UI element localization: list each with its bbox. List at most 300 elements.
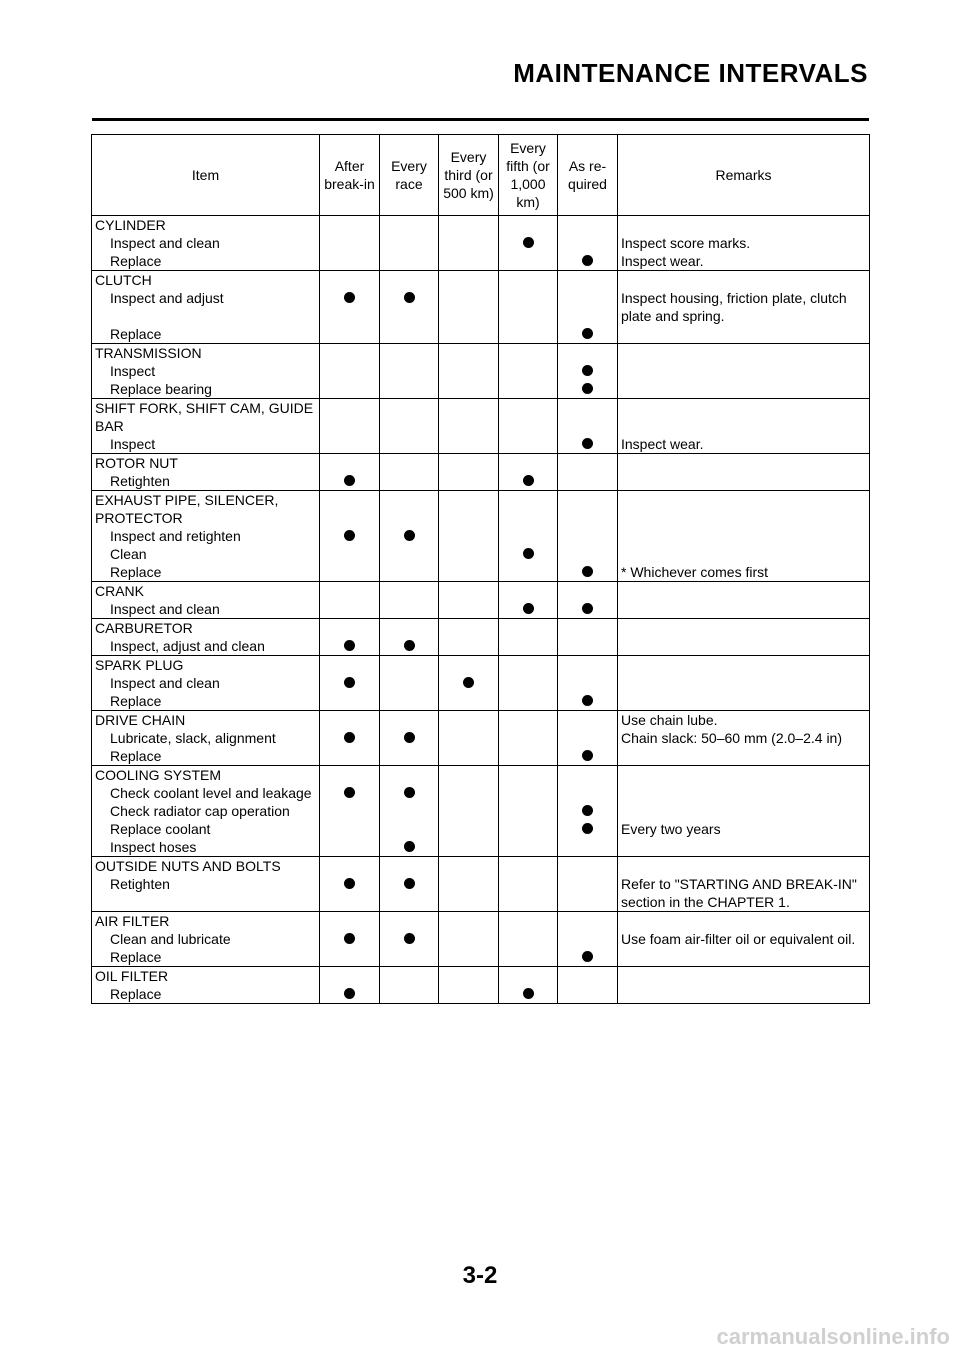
mark-cell-as-required [558, 619, 618, 638]
mark-cell-every-race [380, 600, 439, 619]
mark-cell-every-fifth [499, 766, 558, 785]
table-row [92, 838, 870, 857]
table-row [92, 930, 870, 948]
table-row [92, 435, 870, 454]
mark-cell-every-third [439, 729, 499, 747]
mark-cell-every-race [380, 802, 439, 820]
mark-cell-after-break-in [320, 930, 380, 948]
item-label: Replace [92, 563, 320, 582]
mark-cell-every-third [439, 912, 499, 931]
header-after-break-in: After break-in [320, 135, 380, 216]
group-remark [618, 344, 870, 363]
mark-cell-as-required [558, 820, 618, 838]
bullet-icon [404, 640, 415, 651]
remark-text [618, 362, 870, 380]
mark-cell-every-fifth [499, 491, 558, 528]
bullet-icon [404, 841, 415, 852]
mark-cell-every-third [439, 545, 499, 563]
bullet-icon [582, 255, 593, 266]
mark-cell-every-third [439, 820, 499, 838]
group-remark [618, 656, 870, 675]
mark-cell-every-third [439, 711, 499, 730]
bullet-icon [344, 475, 355, 486]
mark-cell-after-break-in [320, 380, 380, 399]
group-header-row [92, 656, 870, 675]
item-label: Clean and lubricate [92, 930, 320, 948]
mark-cell-every-fifth [499, 711, 558, 730]
table-row [92, 545, 870, 563]
group-header-row [92, 766, 870, 785]
bullet-icon [344, 787, 355, 798]
remark-text: * Whichever comes first [618, 563, 870, 582]
mark-cell-every-fifth [499, 802, 558, 820]
mark-cell-every-race [380, 252, 439, 271]
remark-text [618, 600, 870, 619]
bullet-icon [582, 383, 593, 394]
table-row [92, 234, 870, 252]
bullet-icon [523, 603, 534, 614]
mark-cell-every-fifth [499, 656, 558, 675]
bullet-icon [344, 933, 355, 944]
mark-cell-after-break-in [320, 820, 380, 838]
mark-cell-every-fifth [499, 472, 558, 491]
mark-cell-every-race [380, 545, 439, 563]
mark-cell-after-break-in [320, 838, 380, 857]
header-as-required: As re-quired [558, 135, 618, 216]
remark-text [618, 747, 870, 766]
group-name: CRANK [92, 582, 320, 601]
item-label: Inspect [92, 362, 320, 380]
mark-cell-every-third [439, 619, 499, 638]
mark-cell-after-break-in [320, 582, 380, 601]
group-remark [618, 912, 870, 931]
item-label: Check coolant level and leakage [92, 784, 320, 802]
mark-cell-after-break-in [320, 527, 380, 545]
mark-cell-after-break-in [320, 784, 380, 802]
mark-cell-every-race [380, 967, 439, 986]
mark-cell-every-fifth [499, 692, 558, 711]
mark-cell-after-break-in [320, 711, 380, 730]
item-label: Retighten [92, 875, 320, 912]
remark-text [618, 948, 870, 967]
mark-cell-every-race [380, 674, 439, 692]
item-label: Inspect, adjust and clean [92, 637, 320, 656]
mark-cell-every-fifth [499, 820, 558, 838]
mark-cell-after-break-in [320, 656, 380, 675]
mark-cell-every-third [439, 472, 499, 491]
bullet-icon [582, 365, 593, 376]
mark-cell-every-race [380, 747, 439, 766]
mark-cell-after-break-in [320, 729, 380, 747]
mark-cell-every-fifth [499, 619, 558, 638]
group-header-row [92, 582, 870, 601]
mark-cell-every-race [380, 380, 439, 399]
mark-cell-every-third [439, 491, 499, 528]
mark-cell-every-race [380, 656, 439, 675]
bullet-icon [582, 823, 593, 834]
mark-cell-every-race [380, 271, 439, 290]
mark-cell-every-third [439, 838, 499, 857]
mark-cell-as-required [558, 472, 618, 491]
mark-cell-after-break-in [320, 325, 380, 344]
group-remark [618, 857, 870, 876]
mark-cell-every-third [439, 637, 499, 656]
mark-cell-every-fifth [499, 527, 558, 545]
mark-cell-every-third [439, 234, 499, 252]
table-row [92, 527, 870, 545]
mark-cell-every-fifth [499, 399, 558, 436]
mark-cell-as-required [558, 454, 618, 473]
bullet-icon [404, 878, 415, 889]
mark-cell-every-third [439, 271, 499, 290]
mark-cell-after-break-in [320, 674, 380, 692]
remark-text: Use foam air-filter oil or equivalent oil. [618, 930, 870, 948]
bullet-icon [582, 750, 593, 761]
mark-cell-every-fifth [499, 948, 558, 967]
mark-cell-after-break-in [320, 216, 380, 235]
mark-cell-as-required [558, 216, 618, 235]
page-title: MAINTENANCE INTERVALS [513, 58, 868, 88]
mark-cell-every-third [439, 380, 499, 399]
group-remark [618, 454, 870, 473]
item-label: Replace bearing [92, 380, 320, 399]
bullet-icon [404, 732, 415, 743]
mark-cell-every-fifth [499, 582, 558, 601]
mark-cell-every-third [439, 948, 499, 967]
bullet-icon [344, 292, 355, 303]
item-label: Replace [92, 692, 320, 711]
mark-cell-every-fifth [499, 747, 558, 766]
mark-cell-as-required [558, 802, 618, 820]
mark-cell-every-race [380, 454, 439, 473]
mark-cell-every-third [439, 766, 499, 785]
mark-cell-every-third [439, 802, 499, 820]
page-number: 3-2 [462, 1262, 498, 1289]
mark-cell-after-break-in [320, 857, 380, 876]
group-remark [618, 766, 870, 785]
item-label: Replace [92, 325, 320, 344]
item-label: Check radiator cap operation [92, 802, 320, 820]
group-name: OIL FILTER [92, 967, 320, 986]
mark-cell-every-third [439, 985, 499, 1004]
group-name: CARBURETOR [92, 619, 320, 638]
mark-cell-as-required [558, 729, 618, 747]
bullet-icon [463, 677, 474, 688]
mark-cell-as-required [558, 857, 618, 876]
mark-cell-after-break-in [320, 472, 380, 491]
item-label: Inspect and clean [92, 600, 320, 619]
item-label: Replace coolant [92, 820, 320, 838]
watermark: carmanualsonline.info [716, 1324, 950, 1349]
group-name: AIR FILTER [92, 912, 320, 931]
group-name: CYLINDER [92, 216, 320, 235]
mark-cell-as-required [558, 234, 618, 252]
group-remark [618, 491, 870, 528]
table-header-row [92, 135, 870, 216]
table-row [92, 784, 870, 802]
mark-cell-every-third [439, 582, 499, 601]
mark-cell-as-required [558, 692, 618, 711]
mark-cell-every-race [380, 582, 439, 601]
bullet-icon [582, 566, 593, 577]
header-every-race: Every race [380, 135, 439, 216]
mark-cell-after-break-in [320, 234, 380, 252]
mark-cell-after-break-in [320, 252, 380, 271]
remark-text: Inspect wear. [618, 252, 870, 271]
bullet-icon [344, 640, 355, 651]
mark-cell-as-required [558, 656, 618, 675]
mark-cell-every-third [439, 454, 499, 473]
mark-cell-every-fifth [499, 967, 558, 986]
mark-cell-after-break-in [320, 619, 380, 638]
group-header-row [92, 454, 870, 473]
mark-cell-every-third [439, 656, 499, 675]
group-header-row [92, 857, 870, 876]
mark-cell-every-race [380, 948, 439, 967]
mark-cell-every-fifth [499, 289, 558, 325]
remark-text [618, 784, 870, 802]
header-every-fifth: Every fifth (or 1,000 km) [499, 135, 558, 216]
bullet-icon [523, 237, 534, 248]
mark-cell-every-third [439, 435, 499, 454]
mark-cell-every-race [380, 930, 439, 948]
mark-cell-after-break-in [320, 435, 380, 454]
item-label: Inspect and clean [92, 674, 320, 692]
title-rule [92, 118, 869, 121]
mark-cell-every-race [380, 472, 439, 491]
mark-cell-after-break-in [320, 600, 380, 619]
table-row [92, 600, 870, 619]
table-row [92, 380, 870, 399]
mark-cell-every-fifth [499, 600, 558, 619]
table-row [92, 802, 870, 820]
remark-text [618, 802, 870, 820]
table-row [92, 362, 870, 380]
table-row [92, 289, 870, 325]
group-header-row [92, 491, 870, 528]
group-header-row [92, 271, 870, 290]
table-row [92, 637, 870, 656]
mark-cell-after-break-in [320, 399, 380, 436]
item-label: Inspect and clean [92, 234, 320, 252]
group-remark [618, 619, 870, 638]
bullet-icon [344, 530, 355, 541]
table-row [92, 875, 870, 912]
mark-cell-every-fifth [499, 912, 558, 931]
mark-cell-every-third [439, 289, 499, 325]
mark-cell-as-required [558, 711, 618, 730]
mark-cell-after-break-in [320, 948, 380, 967]
remark-text [618, 674, 870, 692]
mark-cell-as-required [558, 600, 618, 619]
mark-cell-every-race [380, 435, 439, 454]
mark-cell-every-third [439, 527, 499, 545]
mark-cell-every-third [439, 857, 499, 876]
mark-cell-as-required [558, 766, 618, 785]
mark-cell-every-third [439, 344, 499, 363]
remark-text [618, 545, 870, 563]
remark-text: Every two years [618, 820, 870, 838]
mark-cell-as-required [558, 985, 618, 1004]
group-name: SHIFT FORK, SHIFT CAM, GUIDE BAR [92, 399, 320, 436]
mark-cell-every-race [380, 857, 439, 876]
mark-cell-as-required [558, 435, 618, 454]
mark-cell-every-third [439, 399, 499, 436]
mark-cell-as-required [558, 674, 618, 692]
table-row [92, 729, 870, 747]
mark-cell-every-third [439, 600, 499, 619]
mark-cell-every-race [380, 619, 439, 638]
mark-cell-as-required [558, 563, 618, 582]
remark-text [618, 325, 870, 344]
group-remark [618, 399, 870, 436]
mark-cell-every-third [439, 563, 499, 582]
group-header-row [92, 216, 870, 235]
bullet-icon [582, 603, 593, 614]
mark-cell-after-break-in [320, 875, 380, 912]
mark-cell-every-third [439, 967, 499, 986]
item-label: Replace [92, 985, 320, 1004]
group-remark [618, 216, 870, 235]
remark-text: Inspect housing, friction plate, clutch plate and spring. [618, 289, 870, 325]
table-row [92, 820, 870, 838]
bullet-icon [344, 677, 355, 688]
mark-cell-every-race [380, 784, 439, 802]
mark-cell-every-third [439, 692, 499, 711]
mark-cell-every-race [380, 491, 439, 528]
bullet-icon [344, 988, 355, 999]
mark-cell-every-race [380, 692, 439, 711]
header-every-third: Every third (or 500 km) [439, 135, 499, 216]
mark-cell-every-fifth [499, 857, 558, 876]
item-label: Replace [92, 252, 320, 271]
mark-cell-every-fifth [499, 234, 558, 252]
bullet-icon [523, 475, 534, 486]
mark-cell-every-fifth [499, 380, 558, 399]
item-label: Inspect [92, 435, 320, 454]
mark-cell-every-fifth [499, 563, 558, 582]
group-name: ROTOR NUT [92, 454, 320, 473]
mark-cell-every-fifth [499, 637, 558, 656]
remark-text: Inspect score marks. [618, 234, 870, 252]
mark-cell-after-break-in [320, 692, 380, 711]
mark-cell-every-third [439, 216, 499, 235]
mark-cell-every-fifth [499, 344, 558, 363]
mark-cell-as-required [558, 637, 618, 656]
header-remarks: Remarks [618, 135, 870, 216]
mark-cell-every-fifth [499, 838, 558, 857]
mark-cell-every-race [380, 325, 439, 344]
bullet-icon [582, 695, 593, 706]
bullet-icon [582, 328, 593, 339]
mark-cell-as-required [558, 838, 618, 857]
bullet-icon [404, 292, 415, 303]
item-label: Retighten [92, 472, 320, 491]
mark-cell-every-race [380, 711, 439, 730]
mark-cell-as-required [558, 875, 618, 912]
group-header-row [92, 399, 870, 436]
mark-cell-as-required [558, 545, 618, 563]
bullet-icon [523, 548, 534, 559]
table-row [92, 563, 870, 582]
mark-cell-as-required [558, 527, 618, 545]
mark-cell-every-fifth [499, 875, 558, 912]
mark-cell-after-break-in [320, 491, 380, 528]
mark-cell-after-break-in [320, 985, 380, 1004]
item-label: Replace [92, 747, 320, 766]
mark-cell-every-fifth [499, 674, 558, 692]
group-remark [618, 967, 870, 986]
mark-cell-every-fifth [499, 729, 558, 747]
mark-cell-after-break-in [320, 802, 380, 820]
mark-cell-after-break-in [320, 344, 380, 363]
remark-text [618, 472, 870, 491]
mark-cell-every-race [380, 399, 439, 436]
bullet-icon [404, 530, 415, 541]
remark-text: Chain slack: 50–60 mm (2.0–2.4 in) [618, 729, 870, 747]
remark-text: Inspect wear. [618, 435, 870, 454]
mark-cell-after-break-in [320, 637, 380, 656]
header-item: Item [92, 135, 320, 216]
mark-cell-as-required [558, 948, 618, 967]
mark-cell-after-break-in [320, 545, 380, 563]
mark-cell-as-required [558, 582, 618, 601]
mark-cell-as-required [558, 747, 618, 766]
bullet-icon [404, 787, 415, 798]
mark-cell-every-third [439, 674, 499, 692]
mark-cell-after-break-in [320, 747, 380, 766]
item-label: Replace [92, 948, 320, 967]
bullet-icon [523, 988, 534, 999]
remark-text [618, 637, 870, 656]
mark-cell-as-required [558, 362, 618, 380]
group-name: EXHAUST PIPE, SILENCER, PROTECTOR [92, 491, 320, 528]
mark-cell-every-fifth [499, 325, 558, 344]
mark-cell-every-third [439, 747, 499, 766]
table-body [92, 216, 870, 1004]
mark-cell-after-break-in [320, 289, 380, 325]
mark-cell-every-race [380, 563, 439, 582]
mark-cell-every-fifth [499, 930, 558, 948]
item-label: Clean [92, 545, 320, 563]
group-header-row [92, 711, 870, 730]
mark-cell-every-race [380, 362, 439, 380]
group-remark [618, 271, 870, 290]
group-name: DRIVE CHAIN [92, 711, 320, 730]
mark-cell-every-fifth [499, 545, 558, 563]
mark-cell-every-race [380, 234, 439, 252]
bullet-icon [582, 438, 593, 449]
item-label: Inspect and adjust [92, 289, 320, 325]
mark-cell-as-required [558, 380, 618, 399]
table-row [92, 252, 870, 271]
mark-cell-after-break-in [320, 967, 380, 986]
remark-text: Refer to "STARTING AND BREAK-IN" section in the CHAPTER 1. [618, 875, 870, 912]
remark-text [618, 380, 870, 399]
mark-cell-as-required [558, 344, 618, 363]
mark-cell-every-race [380, 216, 439, 235]
mark-cell-every-third [439, 930, 499, 948]
group-name: CLUTCH [92, 271, 320, 290]
group-name: TRANSMISSION [92, 344, 320, 363]
mark-cell-every-fifth [499, 362, 558, 380]
group-name: OUTSIDE NUTS AND BOLTS [92, 857, 320, 876]
remark-text [618, 985, 870, 1004]
group-name: COOLING SYSTEM [92, 766, 320, 785]
mark-cell-every-fifth [499, 252, 558, 271]
table-row [92, 948, 870, 967]
mark-cell-after-break-in [320, 362, 380, 380]
